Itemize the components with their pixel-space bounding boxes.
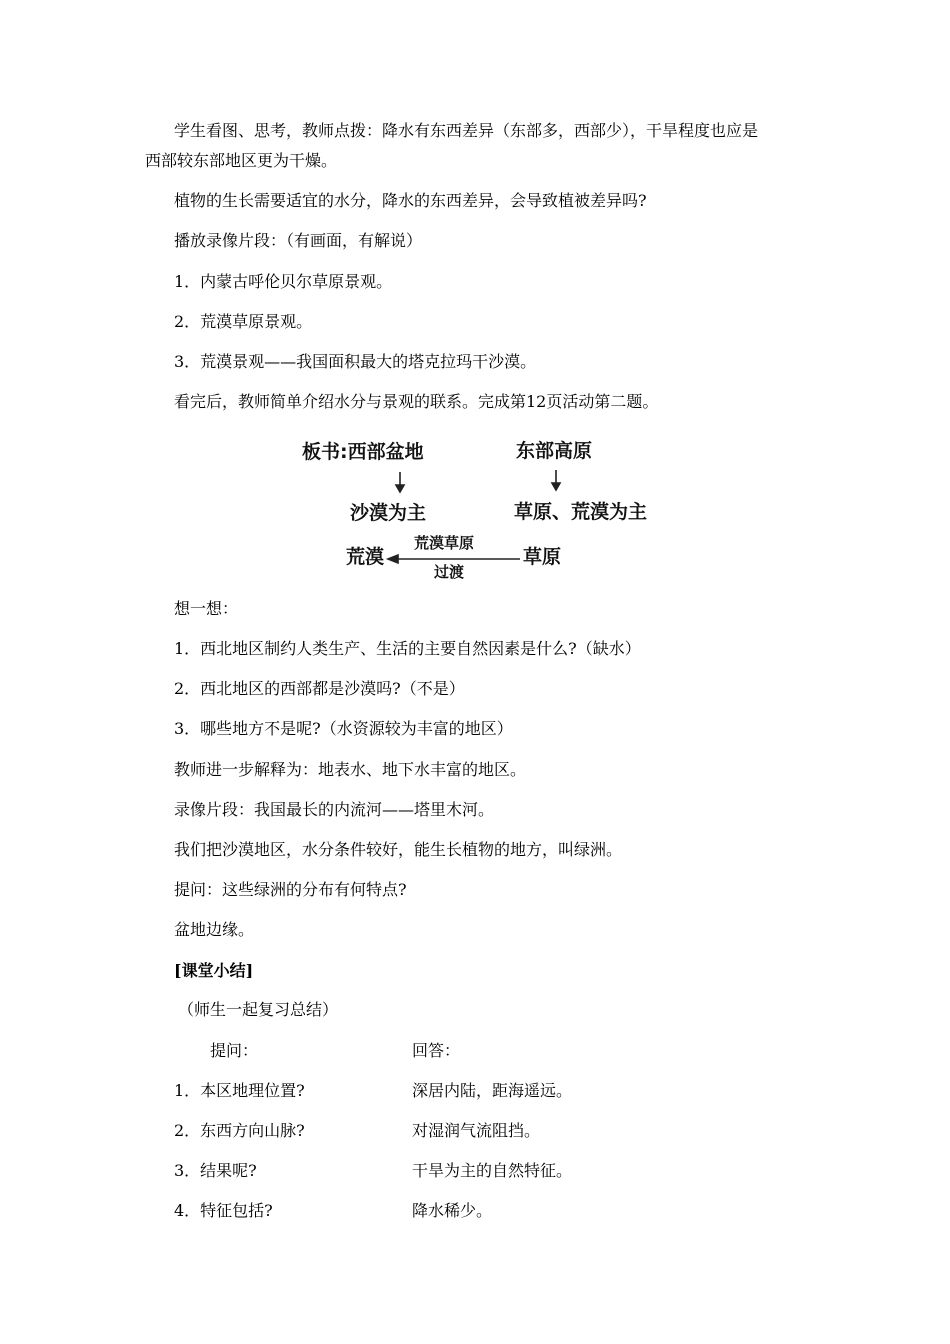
summary-question: 2．东西方向山脉? [174, 1121, 305, 1140]
summary-answer: 降水稀少。 [412, 1201, 493, 1220]
think-heading: 想一想： [174, 599, 239, 618]
paragraph: 录像片段：我国最长的内流河——塔里木河。 [174, 800, 495, 819]
summary-column-question: 提问： [210, 1041, 259, 1060]
list-item: 2．西北地区的西部都是沙漠吗?（不是） [174, 679, 465, 698]
list-item: 1．西北地区制约人类生产、生活的主要自然因素是什么?（缺水） [174, 639, 641, 658]
summary-question: 3．结果呢? [174, 1161, 257, 1180]
list-item: 3．荒漠景观——我国面积最大的塔克拉玛干沙漠。 [174, 352, 537, 371]
paragraph: 植物的生长需要适宜的水分，降水的东西差异，会导致植被差异吗? [174, 191, 647, 210]
summary-question: 4．特征包括? [174, 1201, 273, 1220]
summary-note: （师生一起复习总结） [178, 1000, 339, 1019]
list-item: 1．内蒙古呼伦贝尔草原景观。 [174, 272, 393, 291]
board-middle-top: 荒漠草原 [414, 534, 475, 552]
board-west-result: 沙漠为主 [350, 502, 427, 524]
summary-answer: 深居内陆，距海遥远。 [412, 1081, 573, 1100]
list-item: 3．哪些地方不是呢?（水资源较为丰富的地区） [174, 719, 513, 738]
paragraph: 盆地边缘。 [174, 920, 255, 939]
board-right-end: 草原 [523, 546, 562, 568]
summary-question: 1．本区地理位置? [174, 1081, 305, 1100]
paragraph: 教师进一步解释为：地表水、地下水丰富的地区。 [174, 760, 527, 779]
board-east-title: 东部高原 [516, 440, 593, 462]
arrowhead-west [396, 485, 404, 492]
board-west-title: 板书:西部盆地 [302, 441, 424, 463]
summary-answer: 干旱为主的自然特征。 [412, 1161, 573, 1180]
paragraph: 提问：这些绿洲的分布有何特点? [174, 880, 407, 899]
paragraph: 看完后，教师简单介绍水分与景观的联系。完成第12页活动第二题。 [174, 392, 659, 411]
board-left-end: 荒漠 [346, 546, 385, 568]
board-east-result: 草原、荒漠为主 [514, 501, 648, 523]
paragraph-line: 西部较东部地区更为干燥。 [145, 151, 338, 170]
board-middle-bottom: 过渡 [434, 563, 465, 581]
summary-heading: [课堂小结] [174, 961, 254, 980]
summary-answer: 对湿润气流阻挡。 [412, 1121, 541, 1140]
summary-column-answer: 回答： [412, 1041, 461, 1060]
paragraph: 我们把沙漠地区，水分条件较好，能生长植物的地方，叫绿洲。 [174, 840, 623, 859]
arrowhead-east [552, 483, 560, 490]
list-item: 2．荒漠草原景观。 [174, 312, 313, 331]
arrowhead-left [388, 555, 398, 563]
paragraph: 播放录像片段：（有画面，有解说） [174, 231, 423, 250]
paragraph-line: 学生看图、思考，教师点拨：降水有东西差异（东部多，西部少），干旱程度也应是 [174, 121, 759, 140]
board-diagram [296, 432, 662, 582]
